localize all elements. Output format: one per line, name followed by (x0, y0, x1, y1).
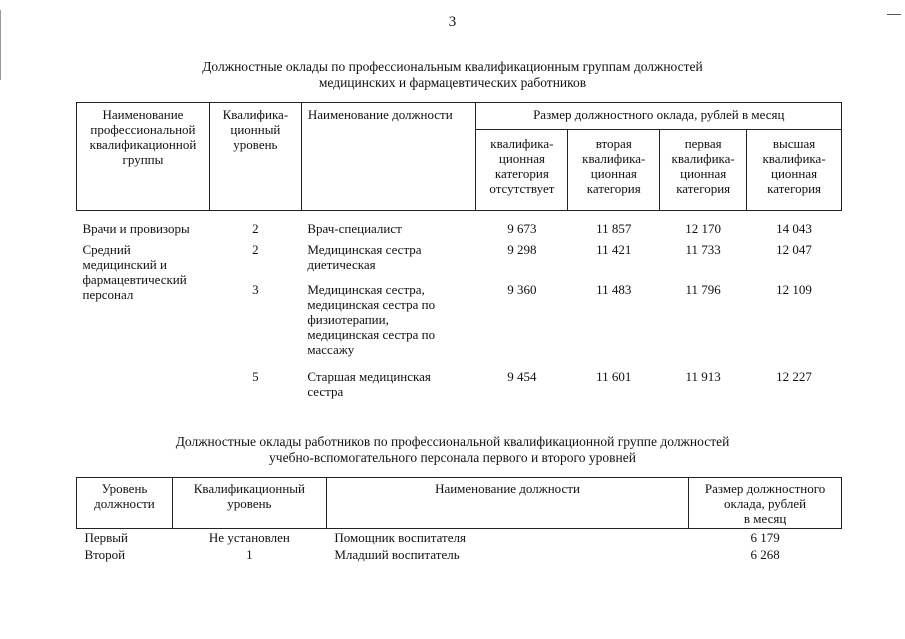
group-line: Средний (82, 242, 131, 257)
qualification-level: 2 (252, 221, 259, 236)
header-line: ционная (680, 166, 727, 181)
salary-value-2: 11 601 (596, 369, 632, 384)
medical-salary-table (76, 102, 842, 399)
header-salary: Размер должностного оклада, рублей в месяц (476, 103, 842, 130)
header-line: профессиональной (90, 122, 196, 137)
header-line: квалифика- (490, 136, 554, 151)
group-line: фармацевтический (82, 272, 187, 287)
header-line: должности (94, 496, 155, 511)
salary-value-1: 9 298 (507, 242, 537, 257)
header-category-3 (660, 130, 747, 211)
salary-value-1: 9 360 (507, 282, 537, 297)
position-level: Первый (84, 530, 128, 545)
position-name: Помощник воспитателя (334, 530, 466, 545)
header-line: ционная (498, 151, 545, 166)
salary-value-4: 12 227 (776, 369, 812, 384)
header-category-2 (568, 130, 660, 211)
header-line: ционная (771, 166, 818, 181)
position-name (301, 236, 476, 272)
position-line: медицинская сестра по (307, 297, 436, 312)
position-line: Старшая медицинская (307, 369, 431, 384)
salary-value-3: 11 733 (685, 242, 721, 257)
header-line: Квалификационный (193, 481, 305, 496)
table-row (77, 236, 842, 272)
position-name (301, 272, 476, 357)
header-line: в месяц (743, 511, 787, 526)
header-line: Размер должностного (704, 481, 826, 496)
section1-heading (0, 59, 905, 91)
salary-value-2: 11 421 (596, 242, 632, 257)
scan-mark (0, 10, 1, 80)
section2-heading (0, 434, 905, 466)
qualification-level: 1 (246, 547, 253, 562)
header-line: высшая (772, 136, 816, 151)
salary-value-1: 9 454 (507, 369, 537, 384)
header-line: Квалифика- (222, 107, 289, 122)
salary-value-4: 14 043 (776, 221, 812, 236)
page-number: 3 (448, 14, 457, 30)
salary-value-4: 12 109 (776, 282, 812, 297)
group-line: медицинский и (82, 257, 167, 272)
header-line: категория (676, 181, 731, 196)
header-line: уровень (227, 496, 272, 511)
position-level: Второй (84, 547, 126, 562)
header-line: оклада, рублей (724, 496, 807, 511)
support-staff-salary-table (76, 477, 842, 563)
header-line: квалифика- (762, 151, 826, 166)
position-name: Младший воспитатель (334, 547, 460, 562)
header-line: квалификационной (89, 137, 197, 152)
header-position-name (301, 103, 476, 211)
qualification-level: Не установлен (208, 530, 290, 545)
header-salary (689, 478, 842, 529)
header-line: группы (122, 152, 164, 167)
salary-value-2: 11 857 (596, 221, 632, 236)
header-line: категория (586, 181, 641, 196)
heading-line: учебно-вспомогательного персонала первого и второго уровней (269, 450, 636, 465)
position-line: массажу (307, 342, 355, 357)
heading-line: Должностные оклады работников по профессиональной квалификационной группе должностей (175, 434, 730, 449)
position-name (301, 211, 476, 237)
heading-line: Должностные оклады по профессиональным квалификационным группам должностей (202, 59, 703, 74)
header-category-4 (747, 130, 842, 211)
header-line: отсутствует (489, 181, 555, 196)
header-line: первая (684, 136, 722, 151)
table-row (77, 529, 842, 547)
position-line: Медицинская сестра, (307, 282, 425, 297)
salary-value-1: 9 673 (507, 221, 537, 236)
header-qualification-level (172, 478, 326, 529)
header-line: уровень (233, 137, 278, 152)
header-line: ционная (590, 166, 637, 181)
salary-value-4: 12 047 (776, 242, 812, 257)
header-line: квалифика- (671, 151, 735, 166)
header-line: Уровень (101, 481, 148, 496)
header-qualification-level (209, 103, 301, 211)
position-name (301, 357, 476, 399)
salary-value-3: 11 796 (685, 282, 721, 297)
header-line: категория (494, 166, 549, 181)
qualification-level: 3 (252, 282, 259, 297)
qualification-level: 2 (252, 242, 259, 257)
group-name (77, 211, 210, 237)
header-line: Наименование (102, 107, 184, 122)
qualification-level: 5 (252, 369, 259, 384)
salary-value: 6 268 (750, 547, 780, 562)
header-line: ционный (230, 122, 281, 137)
header-line: Наименование должности (307, 107, 453, 122)
header-line: вторая (595, 136, 632, 151)
position-line: физиотерапии, (307, 312, 389, 327)
position-line: Медицинская сестра (307, 242, 422, 257)
table-row (77, 211, 842, 237)
header-group-name (77, 103, 210, 211)
position-line: диетическая (307, 257, 376, 272)
table-row (77, 546, 842, 563)
header-position-level (77, 478, 173, 529)
salary-value-3: 11 913 (685, 369, 721, 384)
header-line: категория (767, 181, 822, 196)
salary-value-3: 12 170 (685, 221, 722, 236)
group-line: Врачи и провизоры (82, 221, 190, 236)
header-category-1 (476, 130, 568, 211)
salary-value-2: 11 483 (596, 282, 632, 297)
position-line: Врач-специалист (307, 221, 402, 236)
position-line: медицинская сестра по (307, 327, 436, 342)
heading-line: медицинских и фармацевтических работников (318, 75, 587, 90)
position-line: сестра (307, 384, 344, 399)
header-position-name (326, 478, 688, 529)
header-line: Наименование должности (435, 481, 580, 496)
group-name (77, 236, 210, 399)
group-line: персонал (82, 287, 134, 302)
header-line: квалифика- (582, 151, 646, 166)
scan-mark (887, 14, 901, 15)
salary-value: 6 179 (750, 530, 780, 545)
